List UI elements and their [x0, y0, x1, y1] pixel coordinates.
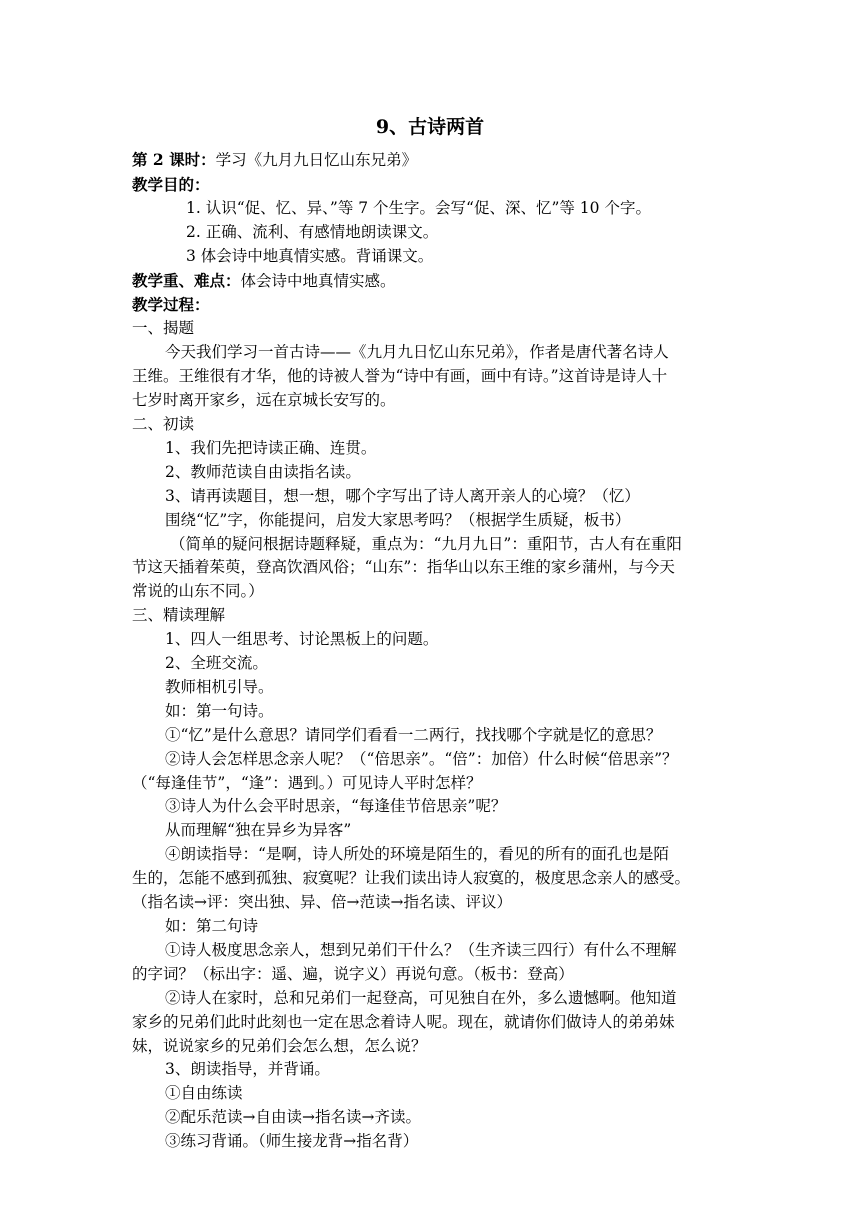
- list-item: ②诗人会怎样思念亲人呢？（“倍思亲”。“倍”：加倍）什么时候“倍思亲”？: [165, 749, 678, 768]
- list-item: ①“忆”是什么意思？请同学们看看一二两行，找找哪个字就是忆的意思？: [165, 725, 662, 744]
- list-item: 教师相机引导。: [165, 677, 274, 696]
- goal-item: 3 体会诗中地真情实感。背诵课文。: [186, 246, 434, 265]
- list-item: 从而理解“独在异乡为异客”: [165, 821, 352, 840]
- process-heading: 教学过程：: [132, 295, 210, 315]
- list-item: 1、我们先把诗读正确、连贯。: [165, 438, 377, 457]
- goal-item: 2. 正确、流利、有感情地朗读课文。: [186, 222, 439, 241]
- list-item: ②诗人在家时，总和兄弟们一起登高，可见独自在外，多么遗憾啊。他知道: [165, 988, 677, 1007]
- list-item: 1、四人一组思考、讨论黑板上的问题。: [165, 630, 439, 649]
- section-1-heading: 一、揭题: [132, 319, 195, 338]
- key-points-text: 体会诗中地真情实感。: [240, 271, 396, 290]
- note-line: 节这天插着茱萸，登高饮酒风俗；“山东”：指华山以东王维的家乡蒲州，与今天: [132, 558, 675, 577]
- lesson-period-text: 学习《九月九日忆山东兄弟》: [215, 151, 418, 169]
- list-item: 3、朗读指导，并背诵。: [165, 1060, 330, 1079]
- paragraph-line: 王维。王维很有才华，他的诗被人誉为“诗中有画，画中有诗。”这首诗是诗人十: [132, 367, 668, 386]
- paragraph-line: 今天我们学习一首古诗——《九月九日忆山东兄弟》，作者是唐代著名诗人: [165, 343, 669, 362]
- list-item: ①诗人极度思念亲人，想到兄弟们干什么？（生齐读三四行）有什么不理解: [165, 940, 677, 959]
- list-item: 3、请再读题目，想一想，哪个字写出了诗人离开亲人的心境？（忆）: [165, 486, 640, 505]
- paragraph-line: （指名读→评：突出独、异、倍→范读→指名读、评议）: [132, 893, 512, 912]
- lesson-period-label: 第 2 课时：: [132, 150, 216, 169]
- paragraph-line: 生的，怎能不感到孤独、寂寞呢？让我们读出诗人寂寞的，极度思念亲人的感受。: [132, 869, 691, 888]
- paragraph-line: 七岁时离开家乡，远在京城长安写的。: [132, 391, 396, 410]
- list-item: ③诗人为什么会平时思亲，“每逢佳节倍思亲”呢？: [165, 797, 507, 816]
- paragraph-line: 家乡的兄弟们此时此刻也一定在思念着诗人呢。现在，就请你们做诗人的弟弟妹: [132, 1012, 675, 1031]
- paragraph-line: 妹，说说家乡的兄弟们会怎么想，怎么说？: [132, 1036, 427, 1055]
- list-item: ①自由练读: [165, 1084, 243, 1103]
- paragraph-line: （“每逢佳节”，“逢”：遇到。）可见诗人平时怎样？: [132, 773, 482, 792]
- goals-heading: 教学目的：: [132, 174, 210, 194]
- list-item: 围绕“忆”字，你能提问，启发大家思考吗？（根据学生质疑，板书）: [165, 510, 631, 529]
- list-item: ④朗读指导：“是啊，诗人所处的环境是陌生的，看见的所有的面孔也是陌: [165, 845, 669, 864]
- key-points-label: 教学重、难点：: [132, 270, 241, 290]
- lesson-period: [132, 148, 728, 173]
- key-points: [132, 269, 728, 294]
- list-item: 2、教师范读自由读指名读。: [165, 462, 361, 481]
- note-line: 常说的山东不同。）: [132, 582, 264, 601]
- paragraph-line: 的字词？（标出字：遥、遍，说字义）再说句意。（板书：登高）: [132, 964, 574, 983]
- section-2-heading: 二、初读: [132, 414, 195, 433]
- document-title: 9、古诗两首: [375, 116, 485, 138]
- list-item: 如：第一句诗。: [165, 701, 274, 720]
- goal-item: 1. 认识“促、忆、异、”等 7 个生字。会写“促、深、忆”等 10 个字。: [186, 198, 651, 217]
- list-item: ②配乐范读→自由读→指名读→齐读。: [165, 1108, 421, 1127]
- list-item: 2、全班交流。: [165, 654, 268, 673]
- list-item: 如：第二句诗: [165, 917, 259, 935]
- note-line: （简单的疑问根据诗题释疑，重点为：“九月九日”：重阳节，古人有在重阳: [170, 534, 682, 553]
- list-item: ③练习背诵。（师生接龙背→指名背）: [165, 1132, 419, 1151]
- section-3-heading: 三、精读理解: [132, 606, 226, 625]
